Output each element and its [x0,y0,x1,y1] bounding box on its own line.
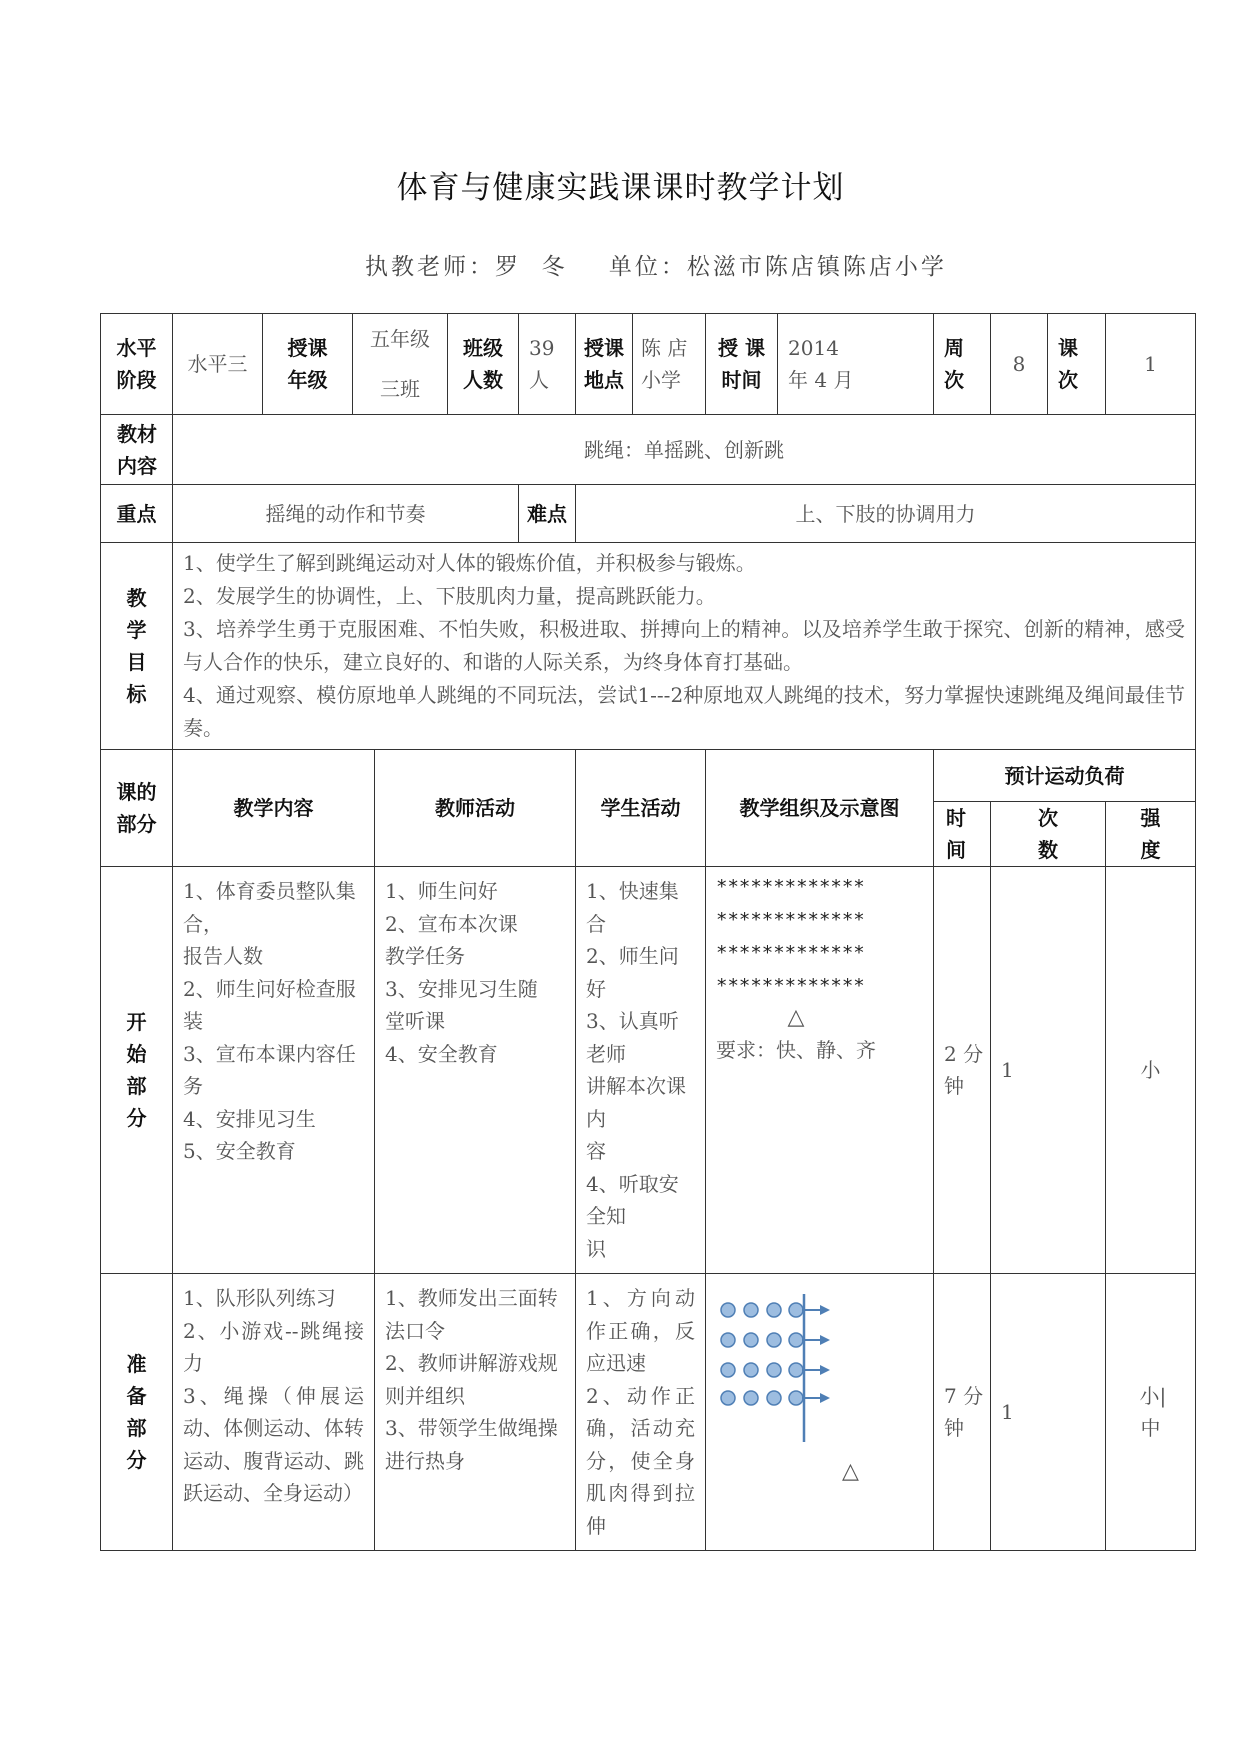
week-label-text: 周次 [944,336,965,392]
section-teacher: 1、师生问好 2、宣布本次课 教学任务 3、安排见习生随 堂听课 4、安全教育 [375,867,576,1274]
grade-value-class: 三班 [380,377,420,401]
formation-note: 要求：快、静、齐 [716,1038,877,1062]
time-header [934,802,991,867]
arrow-right-icon [820,1365,830,1375]
place-value [633,314,706,415]
count-value-unit: 人 [529,368,549,392]
goals-list [173,543,1196,750]
org-header: 教学组织及示意图 [706,750,934,867]
student-dot-icon [721,1363,735,1377]
section-student: 1、方向动作正确，反应迅速 2、动作正确，活动充分，使全身肌肉得到拉伸 [576,1274,706,1551]
lesson-label-text: 课次 [1058,336,1079,392]
student-header: 学生活动 [576,750,706,867]
section-intensity: 小 [1106,867,1196,1274]
part-header-text: 课的部分 [116,780,157,836]
goal-item: 1、使学生了解到跳绳运动对人体的锻炼价值，并积极参与锻炼。 [183,551,756,575]
page-title: 体育与健康实践课课时教学计划 [396,170,845,206]
section-part [101,867,173,1274]
formation-row: ************* [716,975,865,997]
time-header-text: 时间 [946,806,967,862]
place-value-2: 小学 [641,368,681,392]
section-part-text: 准备部分 [126,1352,147,1472]
time-label: 授 课时间 [706,314,778,415]
intensity-header-text: 强度 [1140,806,1161,862]
grade-value [353,314,448,415]
goals-label [101,543,173,750]
content-row [101,415,1196,485]
section-part [101,1274,173,1551]
student-dot-icon [744,1391,758,1405]
place-value-1: 陈 店 [641,336,688,360]
times-header [991,802,1106,867]
level-value: 水平三 [173,314,263,415]
student-dot-icon [744,1333,758,1347]
time-value [778,314,934,415]
teacher-marker-icon: △ [842,1459,859,1484]
student-dot-icon [767,1333,781,1347]
hard-label: 难点 [519,485,576,543]
section-intensity-text: 小|中 [1139,1384,1167,1440]
lesson-value: 1 [1106,314,1196,415]
time-value-month: 年 4 月 [788,368,854,392]
section-time-text: 7 分钟 [944,1384,984,1440]
place-label: 授课地点 [576,314,633,415]
student-dot-icon [767,1363,781,1377]
content-label-text: 教材内容 [117,421,157,478]
formation-arrows [802,1305,830,1403]
student-dot-icon [789,1333,803,1347]
section-teacher: 1、教师发出三面转法口令 2、教师讲解游戏规则并组织 3、带领学生做绳操进行热身 [375,1274,576,1551]
section-row-prep [101,1274,1196,1551]
arrow-right-icon [820,1335,830,1345]
level-label: 水平阶段 [101,314,173,415]
key-label: 重点 [101,485,173,543]
formation-row: ************* [716,942,865,964]
section-org [706,1274,934,1551]
content-header: 教学内容 [173,750,375,867]
goal-item: 4、通过观察、模仿原地单人跳绳的不同玩法，尝试1---2种原地双人跳绳的技术，努力掌握快速跳绳及绳间最佳节奏。 [183,683,1186,740]
header-row-1 [101,750,1196,802]
section-content: 1、体育委员整队集合， 报告人数 2、师生问好检查服装 3、宣布本课内容任务 4、安排见习生 5、安全教育 [173,867,375,1274]
goal-item: 2、发展学生的协调性，上、下肢肌肉力量，提高跳跃能力。 [183,584,716,608]
hard-value: 上、下肢的协调用力 [576,485,1196,543]
intensity-header [1106,802,1196,867]
section-content: 1、队形队列练习 2、小游戏--跳绳接力 3、绳操（伸展运动、体侧运动、体转运动、腹背运动、跳跃运动、全身运动） [173,1274,375,1551]
week-label [934,314,991,415]
section-org [706,867,934,1274]
key-value: 摇绳的动作和节奏 [173,485,519,543]
teacher-unit-line: 执教老师：罗 冬 单位：松滋市陈店镇陈店小学 [365,254,947,280]
section-time [934,1274,991,1551]
lesson-label [1048,314,1106,415]
goal-item: 3、培养学生勇于克服困难、不怕失败，积极进取、拼搏向上的精神。以及培养学生敢于探究、创新的精神，感受与人合作的快乐，建立良好的、和谐的人际关系，为终身体育打基础。 [183,617,1186,674]
count-label: 班级人数 [448,314,519,415]
section-times: 1 [991,867,1106,1274]
student-dot-icon [767,1303,781,1317]
formation-row: ************* [716,909,865,931]
section-time [934,867,991,1274]
formation-diagram [706,1274,904,1502]
formation-dots [721,1303,803,1405]
count-value-number: 39 [529,336,555,360]
week-value: 8 [991,314,1048,415]
student-dot-icon [767,1391,781,1405]
student-dot-icon [789,1363,803,1377]
student-dot-icon [744,1303,758,1317]
teacher-header: 教师活动 [375,750,576,867]
student-dot-icon [721,1391,735,1405]
grade-label: 授课年级 [263,314,353,415]
section-intensity [1106,1274,1196,1551]
count-value [519,314,576,415]
section-time-text: 2 分钟 [944,1042,984,1098]
content-value: 跳绳：单摇跳、创新跳 [173,415,1196,485]
grade-value-grade: 五年级 [370,327,430,351]
load-header: 预计运动负荷 [934,750,1196,802]
times-header-text: 次数 [1038,806,1059,862]
section-part-text: 开始部分 [126,1010,147,1130]
info-row [101,314,1196,415]
student-dot-icon [789,1391,803,1405]
section-times: 1 [991,1274,1106,1551]
arrow-right-icon [820,1305,830,1315]
section-row-start [101,867,1196,1274]
goals-label-text: 教学目标 [126,586,147,706]
focus-row [101,485,1196,543]
teacher-marker-icon: △ [787,1005,805,1030]
content-label [101,415,173,485]
lesson-plan-table [100,313,1196,1551]
arrow-right-icon [820,1393,830,1403]
part-header [101,750,173,867]
student-dot-icon [721,1303,735,1317]
formation-row: ************* [716,876,865,898]
student-dot-icon [721,1333,735,1347]
goals-row [101,543,1196,750]
time-value-year: 2014 [788,336,839,360]
student-dot-icon [789,1303,803,1317]
section-student: 1、快速集合 2、师生问好 3、认真听老师 讲解本次课内 容 4、听取安全知 识 [576,867,706,1274]
student-dot-icon [744,1363,758,1377]
